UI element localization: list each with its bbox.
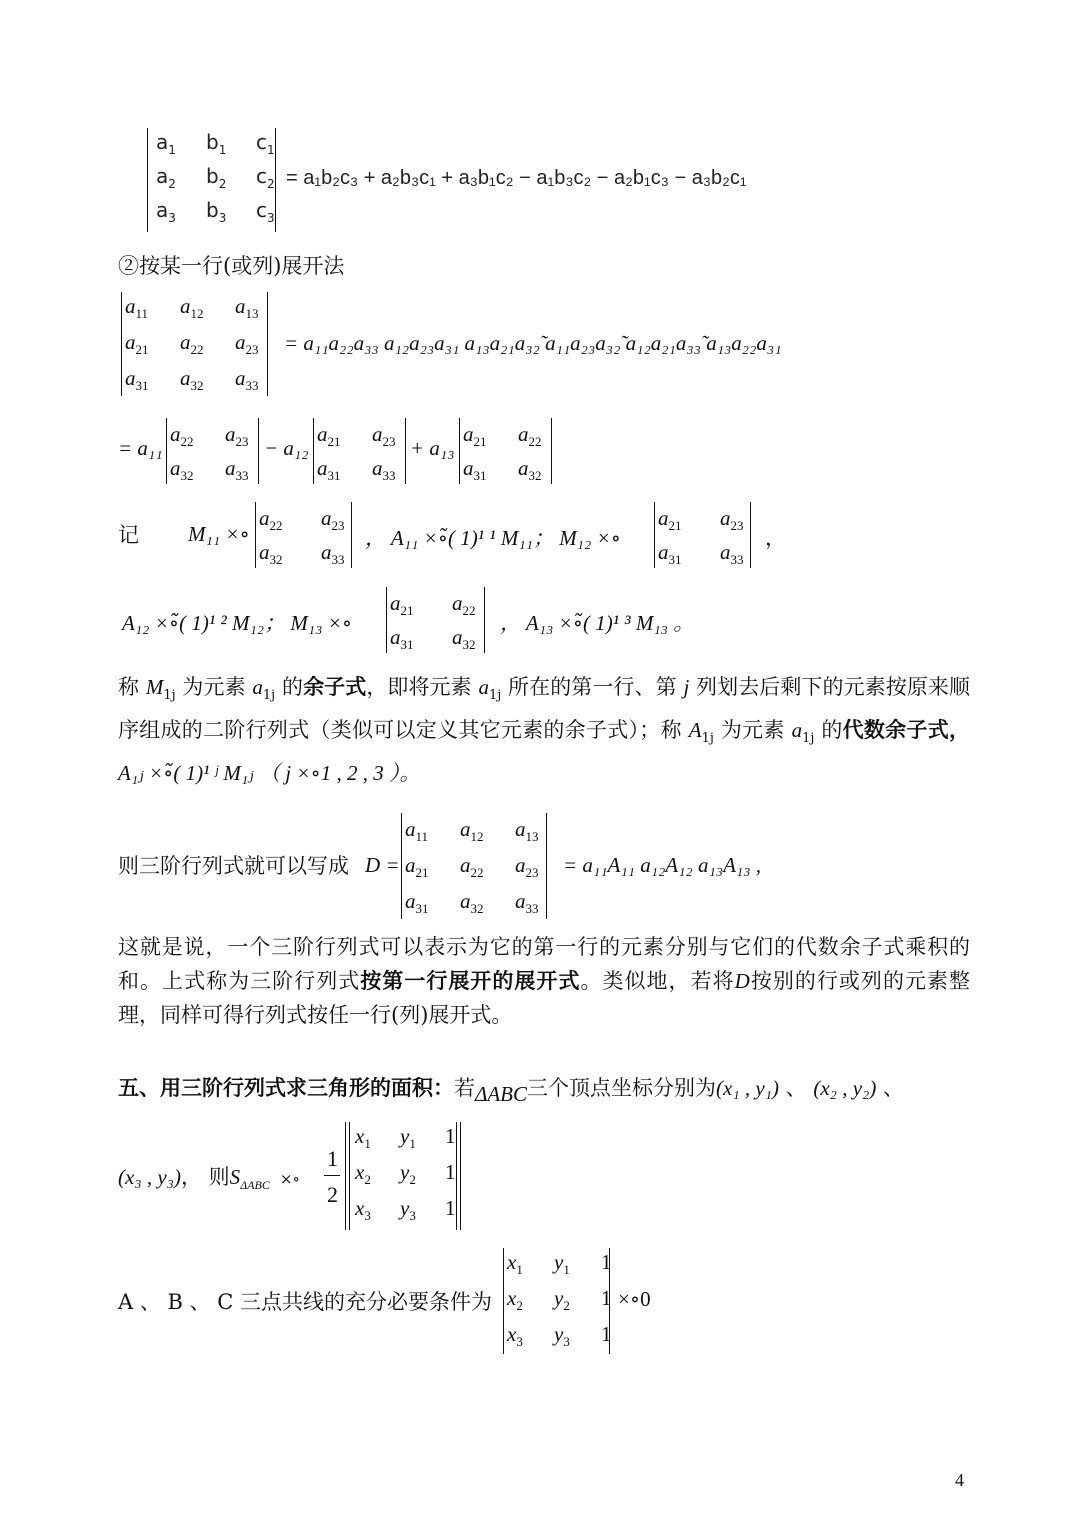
det-entry: $b_1$ [206, 130, 227, 157]
a13-def: ， A₁₃ ×∘̃( 1)¹ ³ M₁₃ 。 [500, 611, 695, 635]
fraction-bar [324, 1175, 340, 1176]
det-entry: $a_{33}$ [235, 366, 259, 394]
det-entry: $a_{33}$ [372, 456, 396, 484]
sub: 1j [262, 688, 276, 704]
det-entry: $a_{32}$ [170, 456, 194, 484]
sub: 1j [701, 731, 714, 747]
section5-heading: 五、用三阶行列式求三角形的面积： [118, 1075, 454, 1100]
det-entry: $b_3$ [206, 198, 227, 225]
det-entry: $a_{13}$ [235, 294, 259, 322]
sym-D: D [734, 969, 750, 993]
sym-M: M [145, 675, 164, 699]
point-2: (x₂ , y₂) [813, 1076, 877, 1100]
det-entry: $x_3$ [507, 1322, 523, 1350]
bar [166, 418, 167, 484]
det-entry: $a_{33}$ [225, 456, 249, 484]
sub: 1j [488, 688, 502, 704]
text: 称 [118, 675, 146, 699]
bar [546, 813, 547, 919]
det-entry: 1 [445, 1160, 456, 1184]
det-bar-left [147, 128, 148, 232]
det-entry: $a_{33}$ [515, 889, 539, 917]
bar [456, 1122, 457, 1230]
equals-glyph: ×∘ [279, 1170, 300, 1188]
sym-A: A [688, 718, 702, 743]
sym-D: D = [365, 853, 400, 877]
bar [345, 1122, 346, 1230]
det-bar-left [121, 292, 122, 396]
text: 三个顶点坐标分别为 [527, 1076, 716, 1100]
sym-j: j [683, 675, 690, 699]
det-entry: $a_{31}$ [463, 456, 487, 484]
bar [503, 1248, 504, 1354]
det-entry: $a_{31}$ [125, 366, 149, 394]
cofactor-definition [118, 670, 970, 790]
det-entry: $y_2$ [400, 1160, 416, 1188]
text: 、 [778, 1076, 814, 1100]
bar [313, 418, 314, 484]
text: 为元素 [713, 718, 792, 743]
det-bar-right [267, 292, 268, 396]
det-entry: $a_{22}$ [259, 506, 283, 534]
det-entry: $a_{32}$ [460, 889, 484, 917]
det-entry: $a_{22}$ [170, 422, 194, 450]
point-3: (x₃ , y₃) [118, 1165, 181, 1189]
det-entry: $c_1$ [256, 130, 275, 157]
det-entry: $a_{12}$ [460, 817, 484, 845]
expansion-explanation [118, 930, 970, 1032]
half-den: 2 [327, 1182, 338, 1207]
text: 、 [876, 1076, 905, 1100]
bar [460, 1122, 461, 1230]
page-number: 4 [955, 1470, 964, 1490]
expansion-lead: 则三阶行列式就可以写成 [118, 854, 349, 878]
text: ， [948, 717, 970, 743]
det-entry: $a_{23}$ [225, 422, 249, 450]
det-entry: $y_3$ [554, 1322, 570, 1350]
det-entry: $a_{31}$ [390, 625, 414, 653]
det-entry: $y_1$ [400, 1124, 416, 1152]
sym-a: a [791, 718, 803, 743]
sarrus-rhs: = a₁b₂c₃ + a₂b₃c₁ + a₃b₁c₂ − a₁b₃c₂ − a₂b₁c₃ − a₃b₂c₁ [286, 167, 747, 189]
det-entry: $c_2$ [256, 164, 275, 191]
method2-heading: ②按某一行(或列)展开法 [118, 254, 345, 278]
sym-S: S [229, 1165, 241, 1189]
det-entry: $a_{33}$ [720, 540, 744, 568]
det-entry: $y_3$ [400, 1196, 416, 1224]
a11-def: ， A₁₁ ×∘̃( 1)¹ ¹ M₁₁； M₁₂ ×∘ [365, 526, 621, 550]
det-entry: $a_{21}$ [658, 506, 682, 534]
det-entry: $a_{23}$ [720, 506, 744, 534]
text: 按别的行或列的元素整理，同样可得行列式按任一行(列)展开式。 [118, 969, 971, 1027]
det-entry: $a_{21}$ [390, 591, 414, 619]
det-entry: $a_{21}$ [125, 330, 149, 358]
det-bar-right [275, 128, 276, 232]
bar [386, 587, 387, 653]
text: 的 [814, 718, 843, 743]
cofactor-formula: A₁ⱼ ×∘̃( 1)¹ ʲ M₁ⱼ （ j ×∘1 , 2 , 3 ）。 [118, 761, 421, 786]
det-entry: $y_2$ [554, 1286, 570, 1314]
sym-a: a [478, 675, 489, 699]
det-entry: $a_{23}$ [515, 853, 539, 881]
det-entry: $a_{32}$ [259, 540, 283, 568]
bar [654, 502, 655, 568]
text: 列划去后剩下的元素按原来顺序组成的二阶行列式（类似可以定义其它元素的余子式）；称 [118, 675, 970, 743]
det-entry: $a_3$ [156, 198, 176, 225]
det-entry: $a_1$ [156, 130, 176, 157]
det-entry: $x_2$ [507, 1286, 523, 1314]
text: 所在的第一行、第 [501, 675, 684, 699]
det-entry: $a_{21}$ [405, 853, 429, 881]
a12-def: A₁₂ ×∘̃( 1)¹ ² M₁₂； M₁₃ ×∘ [122, 611, 353, 635]
coef-a13: + a₁₃ [410, 436, 455, 460]
det-entry: $a_{13}$ [515, 817, 539, 845]
det-entry: $a_{22}$ [460, 853, 484, 881]
det-entry: $a_{23}$ [372, 422, 396, 450]
half-num: 1 [327, 1146, 338, 1171]
det-entry: 1 [601, 1250, 612, 1274]
det-entry: $a_2$ [156, 164, 176, 191]
sub: 1j [163, 688, 176, 704]
text: 若 [454, 1076, 475, 1100]
section5-line1 [118, 1075, 905, 1106]
term-first-row-expansion: 按第一行展开的展开式 [360, 968, 581, 993]
bar [258, 418, 259, 484]
point-1: (x₁ , y₁) [716, 1076, 779, 1100]
det-entry: $a_{21}$ [317, 422, 341, 450]
m11-def: M₁₁ ×∘ [188, 522, 250, 546]
det-entry: $y_1$ [554, 1250, 570, 1278]
bar [405, 418, 406, 484]
label-ji: 记 [118, 523, 139, 547]
det-entry: 1 [445, 1124, 456, 1148]
det-entry: 1 [601, 1286, 612, 1310]
det-entry: $a_{33}$ [321, 540, 345, 568]
det-entry: $x_3$ [355, 1196, 371, 1224]
term-minor: 余子式 [303, 674, 367, 699]
coef-a11: = a₁₁ [118, 436, 163, 460]
bar [349, 1122, 350, 1230]
sym-a: a [252, 675, 263, 699]
text: 这就是说，一个三阶行列式可以表示为它的第一行的元素分别与它们的代数余子式乘积的和。上式称为三阶行列式 [118, 935, 970, 993]
text: ，即将元素 [366, 675, 479, 699]
section5-line2 [118, 1164, 300, 1198]
det-entry: $a_{32}$ [452, 625, 476, 653]
coef-a12: − a₁₂ [264, 436, 309, 460]
det-entry: $a_{22}$ [518, 422, 542, 450]
det-entry: $x_1$ [355, 1124, 371, 1152]
bar [551, 418, 552, 484]
det-entry: $x_1$ [507, 1250, 523, 1278]
term-cofactor: 代数余子式 [842, 717, 949, 743]
bar [351, 502, 352, 568]
bar [750, 502, 751, 568]
text: 的 [275, 675, 304, 699]
det-entry: $a_{11}$ [405, 817, 429, 845]
det-entry: $x_2$ [355, 1160, 371, 1188]
det-entry: 1 [601, 1322, 612, 1346]
det-entry: $a_{23}$ [321, 506, 345, 534]
collinear-lead: A 、 B 、 C 三点共线的充分必要条件为 [118, 1290, 493, 1314]
comma: ， [765, 526, 786, 550]
det-entry: $a_{32}$ [180, 366, 204, 394]
bar [484, 587, 485, 653]
det-entry: $a_{31}$ [658, 540, 682, 568]
det-entry: $a_{31}$ [317, 456, 341, 484]
bar [401, 813, 402, 919]
text: 为元素 [175, 675, 253, 699]
expansion-rhs: = a₁₁a₂₂a₃₃ a₁₂a₂₃a₃₁ a₁₃a₂₁a₃₂̃ a₁₁a₂₃a₃₂̃ a₁₂a₂₁a₃₃̃ a₁₃a₂₂a₃₁ [284, 331, 782, 355]
sub: ΔABC [240, 1178, 270, 1193]
bar [459, 418, 460, 484]
det-entry: $a_{21}$ [463, 422, 487, 450]
det-entry: $a_{31}$ [405, 889, 429, 917]
text: ， 则 [180, 1165, 230, 1189]
det-entry: $b_2$ [206, 164, 227, 191]
det-entry: $a_{22}$ [452, 591, 476, 619]
det-entry: 1 [445, 1196, 456, 1220]
det-entry: $a_{12}$ [180, 294, 204, 322]
sub: 1j [802, 731, 815, 747]
triangle-abc: ΔABC [475, 1082, 527, 1106]
det-entry: $a_{23}$ [235, 330, 259, 358]
text: 。类似地，若将 [580, 969, 735, 993]
det-entry: $a_{22}$ [180, 330, 204, 358]
equals-zero: ×∘0 [618, 1287, 651, 1311]
bar [255, 502, 256, 568]
det-entry: $a_{11}$ [125, 294, 149, 322]
expansion-rhs: = a₁₁A₁₁ a₁₂A₁₂ a₁₃A₁₃ , [563, 853, 762, 877]
det-entry: $c_3$ [256, 198, 275, 225]
det-entry: $a_{32}$ [518, 456, 542, 484]
